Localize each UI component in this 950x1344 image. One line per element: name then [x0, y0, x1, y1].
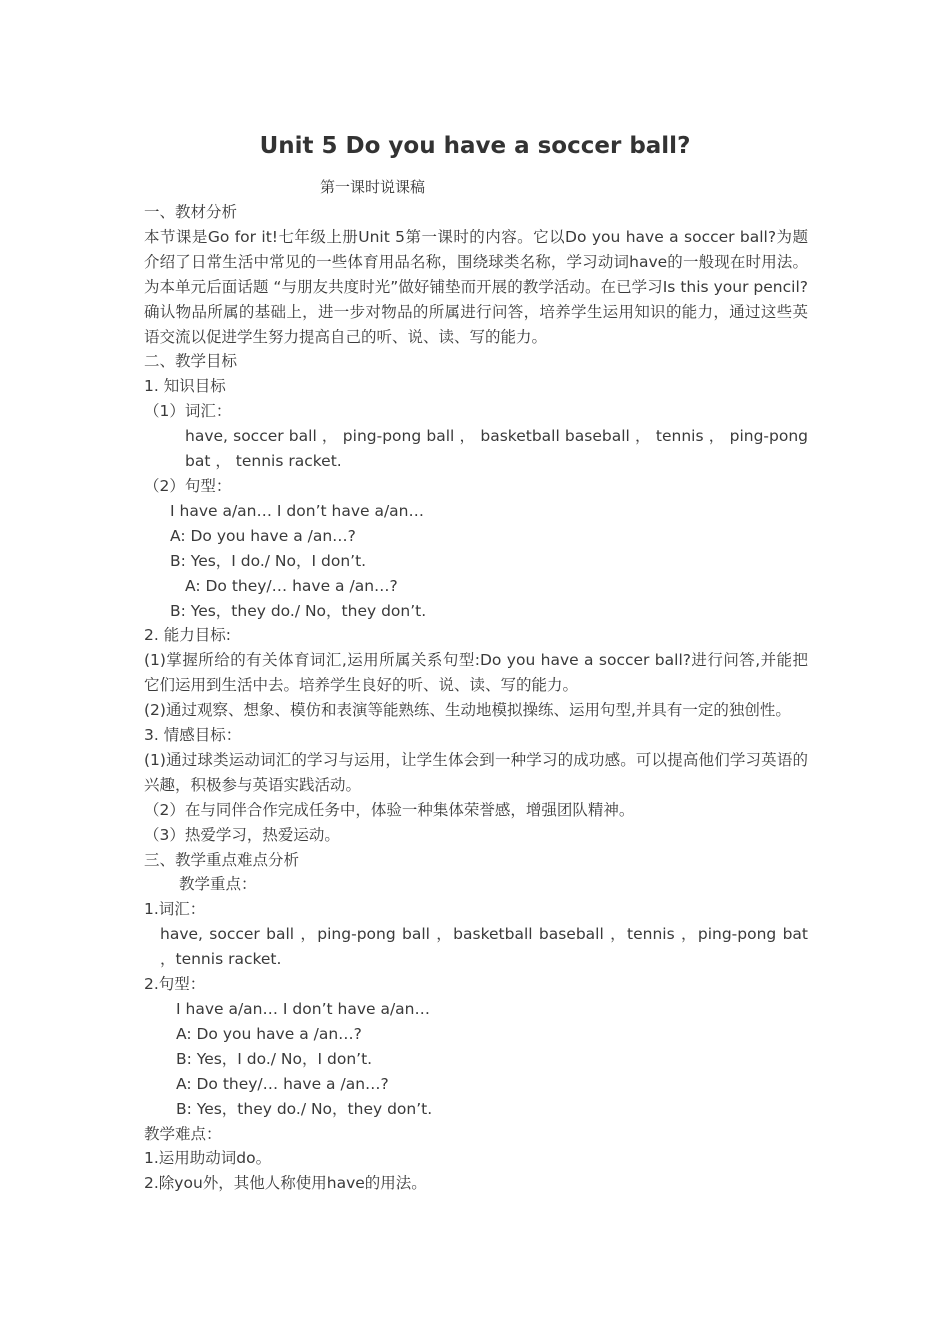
document-body — [144, 200, 808, 1196]
document-line: A: Do they/… have a /an…? — [176, 1074, 389, 1093]
document-line: have, soccer ball ，ping-pong ball ，basketball baseball ，tennis ，ping-pong bat ，tennis racket. — [160, 925, 808, 969]
document-line: 一、教材分析 — [144, 203, 238, 221]
document-line: （2）句型： — [144, 476, 232, 495]
document-line: （3）热爱学习，热爱运动。 — [144, 825, 340, 844]
document-line: A: Do you have a /an…? — [176, 1024, 362, 1043]
document-line: 3. 情感目标： — [144, 726, 242, 745]
document-title: Unit 5 Do you have a soccer ball? — [259, 133, 691, 159]
document-line: have, soccer ball ， ping-pong ball ， basketball baseball ， tennis ， ping-pong bat ， tennis racket. — [185, 427, 808, 471]
document-line: 三、教学重点难点分析 — [144, 850, 300, 869]
document-line: (2)通过观察、想象、模仿和表演等能熟练、生动地模拟操练、运用句型,并具有一定的独创性。 — [144, 701, 791, 720]
document-subtitle: 第一课时说课稿 — [320, 178, 426, 196]
document-line: 本节课是Go for it!七年级上册Unit 5第一课时的内容。它以Do you have a soccer ball?为题介绍了日常生活中常见的一些体育用品名称，围绕球类名称，学习动词have的一般现在时用法。为本单元后面话题 “与朋友共度时光”做好铺垫而开展的教学活动。在已学习Is this your pencil?确认物品所属的基础上，进一步对物品的所属进行问答，培养学生运用知识的能力，通过这些英语交流以促进学生努力提高自己的听、说、读、写的能力。 — [144, 227, 808, 346]
document-line: 教学难点： — [144, 1124, 222, 1143]
document-line: 教学重点： — [179, 875, 257, 894]
document-line: A: Do you have a /an…? — [170, 526, 356, 545]
document-line: 1. 知识目标 — [144, 377, 226, 396]
document-line: A: Do they/… have a /an…? — [185, 576, 398, 595]
document-line: (1)掌握所给的有关体育词汇,运用所属关系句型:Do you have a soccer ball?进行问答,并能把它们运用到生活中去。培养学生良好的听、说、读、写的能力。 — [144, 651, 808, 695]
document-line: （2）在与同伴合作完成任务中，体验一种集体荣誉感，增强团队精神。 — [144, 800, 635, 819]
document-line: 2.句型： — [144, 975, 206, 994]
document-line: 二、教学目标 — [144, 352, 238, 371]
document-line: I have a/an… I don’t have a/an… — [170, 501, 425, 520]
document-line: (1)通过球类运动词汇的学习与运用，让学生体会到一种学习的成功感。可以提高他们学习英语的兴趣，积极参与英语实践活动。 — [144, 750, 808, 794]
document-line: 2.除you外，其他人称使用have的用法。 — [144, 1174, 427, 1193]
document-line: 1.词汇： — [144, 900, 206, 919]
document-line: B: Yes，I do./ No，I don’t. — [176, 1049, 373, 1068]
document-line: B: Yes，they do./ No，they don’t. — [176, 1099, 433, 1118]
document-line: 2. 能力目标: — [144, 626, 231, 645]
document-line: （1）词汇： — [144, 402, 232, 421]
document-line: 1.运用助动词do。 — [144, 1149, 272, 1168]
document-line: B: Yes，I do./ No，I don’t. — [170, 551, 367, 570]
document-line: B: Yes，they do./ No，they don’t. — [170, 601, 427, 620]
document-line: I have a/an… I don’t have a/an… — [176, 1000, 431, 1018]
